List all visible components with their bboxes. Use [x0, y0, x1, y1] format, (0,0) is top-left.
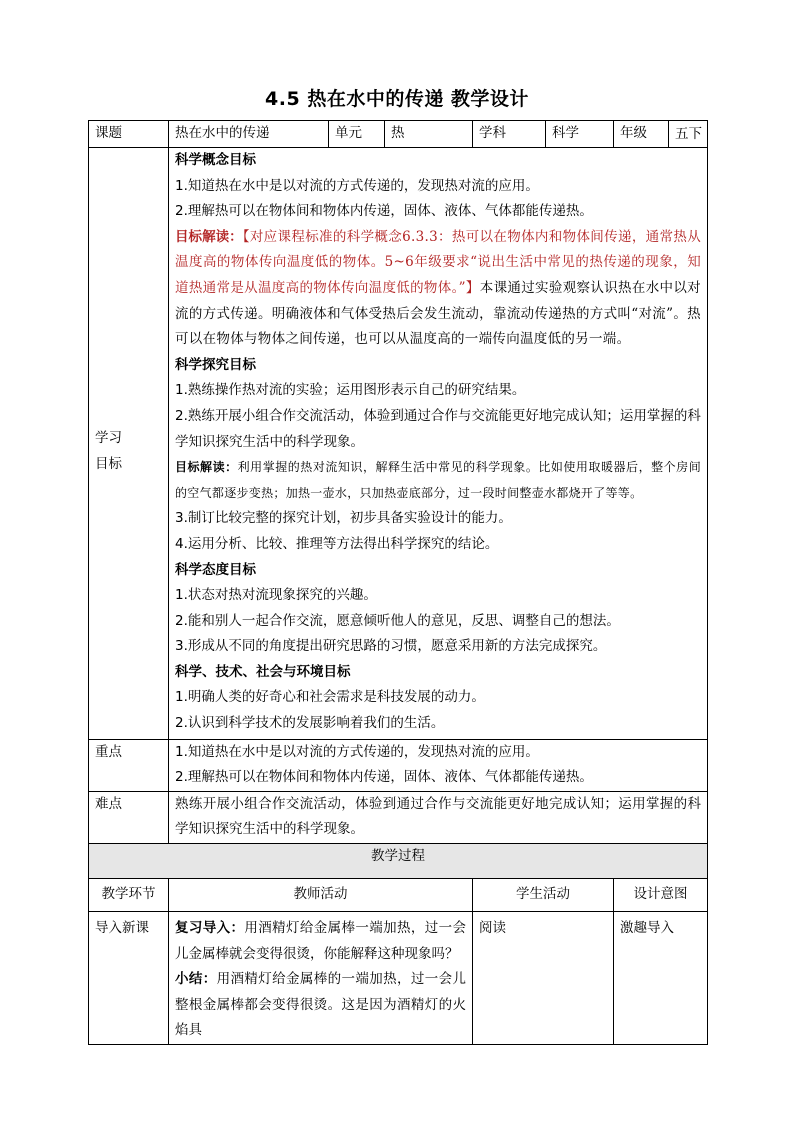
concept-goal-1: 1.知道热在水中是以对流的方式传递的，发现热对流的应用。: [175, 177, 539, 194]
key-point-1: 1.知道热在水中是以对流的方式传递的，发现热对流的应用。: [175, 743, 539, 760]
inquiry-goal-heading: 科学探究目标: [175, 356, 256, 373]
col-student: 学生活动: [473, 879, 614, 912]
stse-goal-1: 1.明确人类的好奇心和社会需求是科技发展的动力。: [175, 689, 485, 706]
goals-content: [169, 148, 708, 740]
attitude-goal-heading: 科学态度目标: [175, 561, 256, 578]
subject-label: 学科: [473, 121, 546, 148]
process-columns-row: [89, 879, 708, 912]
attitude-goal-2: 2.能和别人一起合作交流，愿意倾听他人的意见，反思、调整自己的想法。: [175, 612, 620, 629]
interpretation-label: 目标解读：: [175, 228, 243, 245]
review-intro-text: 用酒精灯给金属棒一端加热，过一会儿金属棒就会变得很烫，你能解释这种现象吗？: [175, 920, 466, 962]
goals-label-line2: 目标: [95, 455, 122, 472]
interpretation-text: 本课通过实验观察认识热在水中以对流的方式传递。明确液体和气体受热后会发生流动，靠流动传递热的方式叫“对流”。热可以在物体与物体之间传递，也可以从温度高的一端传向温度低的另一端。: [175, 279, 701, 348]
process-heading: 教学过程: [89, 844, 708, 879]
key-point-2: 2.理解热可以在物体间和物体内传递，固体、液体、气体都能传递热。: [175, 769, 593, 786]
header-row: [89, 121, 708, 148]
summary-text: 用酒精灯给金属棒的一端加热，过一会儿整根金属棒都会变得很烫。这是因为酒精灯的火焰具: [175, 971, 466, 1039]
teacher-activity-intro: [169, 912, 473, 1045]
inquiry-interpretation-text: 利用掌握的热对流知识，解释生活中常见的科学现象。比如使用取暖器后，整个房间的空气都逐步变热；加热一壶水，只加热壶底部分，过一段时间整壶水都烧开了等等。: [175, 460, 701, 500]
attitude-goal-1: 1.状态对热对流现象探究的兴趣。: [175, 587, 377, 604]
design-intent-intro: 激趣导入: [614, 912, 708, 1045]
col-stage: 教学环节: [89, 879, 169, 912]
student-activity-intro: 阅读: [473, 912, 614, 1045]
inquiry-goal-3: 3.制订比较完整的探究计划，初步具备实验设计的能力。: [175, 510, 512, 527]
review-intro-label: 复习导入：: [175, 920, 245, 937]
concept-interpretation: [175, 225, 701, 353]
key-points-label: 重点: [89, 739, 169, 791]
inquiry-goal-2: 2.熟练开展小组合作交流活动，体验到通过合作与交流能更好地完成认知；运用掌握的科学知识探究生活中的科学现象。: [175, 407, 701, 450]
grade-cell: [614, 121, 708, 148]
lesson-plan-table: [88, 120, 708, 1045]
goals-label: [89, 148, 169, 740]
stse-goal-2: 2.认识到科学技术的发展影响着我们的生活。: [175, 715, 445, 732]
course-value: 热在水中的传递: [169, 121, 329, 148]
process-row-intro: [89, 912, 708, 1045]
inquiry-goal-4: 4.运用分析、比较、推理等方法得出科学探究的结论。: [175, 535, 499, 552]
curriculum-standard-note: 【对应课程标准的科学概念6.3.3：热可以在物体内和物体间传递，通常热从温度高的物体传向温度低的物体。5~6年级要求“说出生活中常见的热传递的现象，知道热通常是从温度高的物体传向温度低的物体。”】: [175, 228, 702, 296]
grade-value: 五下: [668, 121, 702, 147]
inquiry-interpretation-label: 目标解读：: [175, 460, 238, 475]
difficulties-row: [89, 791, 708, 843]
concept-goal-heading: 科学概念目标: [175, 152, 256, 168]
difficulties-content: 熟练开展小组合作交流活动，体验到通过合作与交流能更好地完成认知；运用掌握的科学知识探究生活中的科学现象。: [169, 791, 708, 843]
stse-goal-heading: 科学、技术、社会与环境目标: [175, 663, 351, 680]
page-title: 4.5 热在水中的传递 教学设计: [265, 88, 529, 110]
goals-label-line1: 学习: [95, 430, 122, 446]
key-points-row: [89, 739, 708, 791]
col-teacher: 教师活动: [169, 879, 473, 912]
subject-value: 科学: [546, 121, 614, 148]
inquiry-interpretation: [175, 455, 701, 506]
process-heading-row: [89, 844, 708, 879]
key-points-content: [169, 739, 708, 791]
course-label: 课题: [89, 121, 169, 148]
summary-label: 小结：: [175, 971, 217, 988]
attitude-goal-3: 3.形成从不同的角度提出研究思路的习惯，愿意采用新的方法完成探究。: [175, 638, 607, 655]
stage-intro: 导入新课: [89, 912, 169, 1045]
col-intent: 设计意图: [614, 879, 708, 912]
inquiry-goal-1: 1.熟练操作热对流的实验；运用图形表示自己的研究结果。: [175, 382, 526, 399]
goals-row: [89, 148, 708, 740]
unit-label: 单元: [329, 121, 385, 148]
unit-value: 热: [385, 121, 473, 148]
grade-label: 年级: [620, 125, 647, 142]
concept-goal-2: 2.理解热可以在物体间和物体内传递，固体、液体、气体都能传递热。: [175, 203, 593, 220]
difficulties-label: 难点: [89, 791, 169, 843]
